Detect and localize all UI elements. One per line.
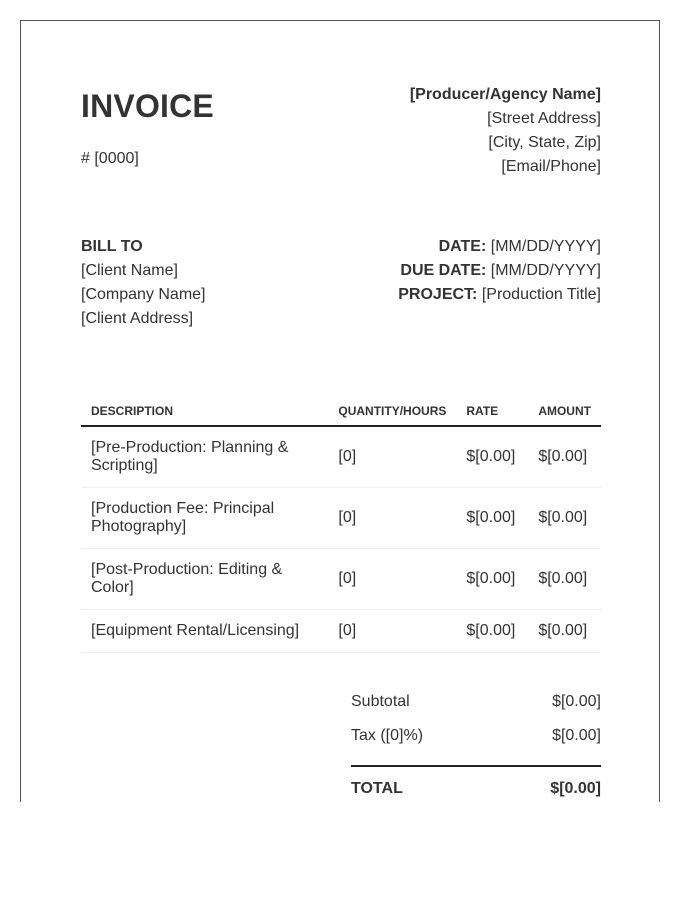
- row-amount: $[0.00]: [528, 610, 601, 653]
- project-value: [Production Title]: [481, 286, 601, 303]
- row-amount: $[0.00]: [528, 488, 601, 549]
- row-rate: $[0.00]: [456, 488, 528, 549]
- invoice-page: [20, 20, 660, 802]
- project-line: [398, 283, 601, 307]
- table-row: [81, 610, 601, 653]
- row-description: [Pre-Production: Planning & Scripting]: [81, 426, 328, 488]
- table-row: [81, 549, 601, 610]
- due-date-line: [398, 259, 601, 283]
- invoice-title: INVOICE: [81, 88, 214, 124]
- line-items-table: [81, 397, 601, 653]
- agency-street: [Street Address]: [487, 110, 601, 127]
- tax-row: [351, 719, 601, 753]
- row-description: [Production Fee: Principal Photography]: [81, 488, 328, 549]
- due-date-value: [MM/DD/YYYY]: [490, 262, 601, 279]
- totals-block: [351, 685, 601, 811]
- agency-block: [410, 83, 601, 179]
- table-header-row: [81, 397, 601, 426]
- header-rate: RATE: [456, 397, 528, 426]
- bill-to-label: BILL TO: [81, 238, 143, 255]
- table-row: [81, 488, 601, 549]
- row-rate: $[0.00]: [456, 549, 528, 610]
- agency-contact: [Email/Phone]: [501, 158, 601, 175]
- agency-city: [City, State, Zip]: [488, 134, 601, 151]
- row-quantity: [0]: [328, 488, 456, 549]
- table-row: [81, 426, 601, 488]
- client-address: [Client Address]: [81, 310, 194, 327]
- row-rate: $[0.00]: [456, 426, 528, 488]
- agency-name: [Producer/Agency Name]: [409, 86, 601, 103]
- total-row: [351, 767, 601, 811]
- client-name: [Client Name]: [81, 262, 178, 279]
- date-line: [398, 235, 601, 259]
- subtotal-row: [351, 685, 601, 719]
- tax-label: Tax ([0]%): [351, 727, 424, 744]
- row-quantity: [0]: [328, 549, 456, 610]
- date-label: DATE:: [438, 238, 487, 255]
- row-amount: $[0.00]: [528, 426, 601, 488]
- tax-value: $[0.00]: [552, 727, 601, 744]
- date-value: [MM/DD/YYYY]: [490, 238, 601, 255]
- row-rate: $[0.00]: [456, 610, 528, 653]
- company-name: [Company Name]: [81, 286, 206, 303]
- row-quantity: [0]: [328, 610, 456, 653]
- total-label: TOTAL: [351, 780, 403, 797]
- subtotal-label: Subtotal: [351, 693, 410, 710]
- row-description: [Equipment Rental/Licensing]: [81, 610, 328, 653]
- bill-to-block: [81, 235, 206, 331]
- due-date-label: DUE DATE:: [400, 262, 487, 279]
- header-description: DESCRIPTION: [81, 397, 328, 426]
- dates-block: [398, 235, 601, 307]
- header-quantity: QUANTITY/HOURS: [328, 397, 456, 426]
- project-label: PROJECT:: [398, 286, 478, 303]
- row-quantity: [0]: [328, 426, 456, 488]
- row-amount: $[0.00]: [528, 549, 601, 610]
- row-description: [Post-Production: Editing & Color]: [81, 549, 328, 610]
- subtotal-value: $[0.00]: [552, 693, 601, 710]
- total-value: $[0.00]: [550, 780, 601, 797]
- header-amount: AMOUNT: [528, 397, 601, 426]
- invoice-number: # [0000]: [81, 150, 139, 167]
